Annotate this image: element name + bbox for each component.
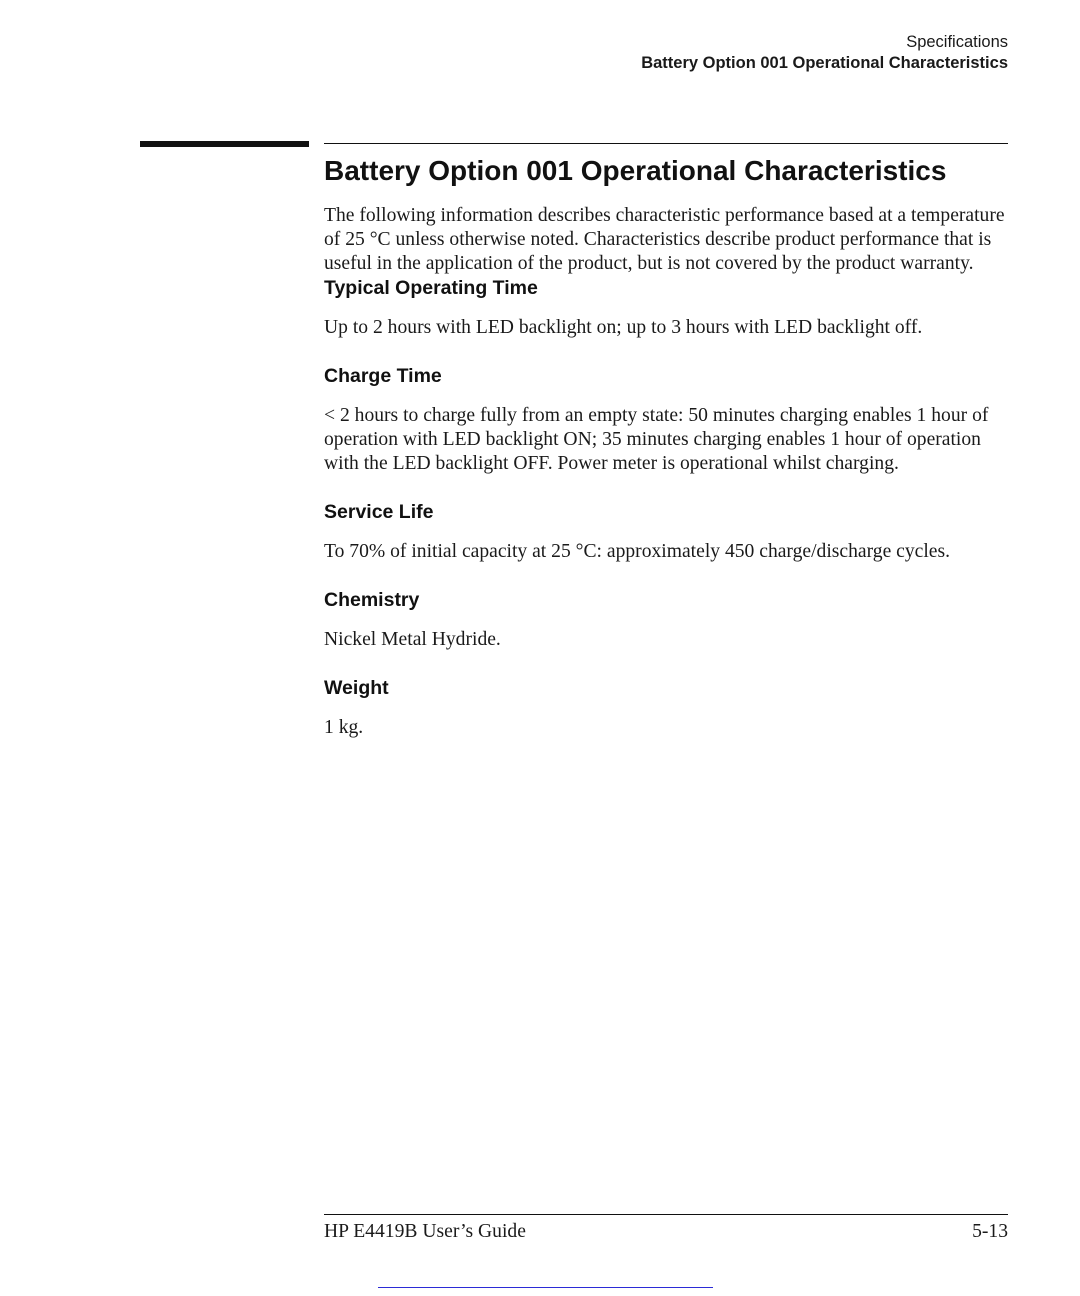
section-weight xyxy=(324,676,1014,740)
footer-page-number: 5-13 xyxy=(972,1221,1008,1242)
section-charge-time xyxy=(324,364,1014,476)
sub-heading: Weight xyxy=(324,677,389,699)
section-body: < 2 hours to charge fully from an empty state: 50 minutes charging enables 1 hour of operation with LED backlight ON; 35 minutes charging enables 1 hour of operation with the LED backlight OFF. Power meter is operational whilst charging. xyxy=(324,405,989,474)
section-service-life xyxy=(324,500,1014,564)
section-body: Nickel Metal Hydride. xyxy=(324,629,501,650)
running-header xyxy=(641,32,1008,74)
footer-rule xyxy=(324,1214,1008,1215)
section-chemistry xyxy=(324,588,1014,652)
main-content xyxy=(324,153,1014,764)
sub-heading: Typical Operating Time xyxy=(324,277,538,299)
section-body: 1 kg. xyxy=(324,717,364,738)
link-underline[interactable] xyxy=(378,1287,713,1288)
header-section: Battery Option 001 Operational Characteristics xyxy=(641,54,1008,72)
section-top-rule xyxy=(324,143,1008,144)
page-title: Battery Option 001 Operational Characteristics xyxy=(324,155,947,186)
header-chapter: Specifications xyxy=(906,33,1008,51)
footer-guide-title: HP E4419B User’s Guide xyxy=(324,1221,526,1242)
section-body: Up to 2 hours with LED backlight on; up to 3 hours with LED backlight off. xyxy=(324,317,923,338)
intro-paragraph: The following information describes characteristic performance based at a temperature of 25 °C unless otherwise noted. Characteristics describe product performance that is useful in the application of the product, but is not covered by the product warranty. xyxy=(324,205,1005,274)
sub-heading: Charge Time xyxy=(324,365,442,387)
sub-heading: Chemistry xyxy=(324,589,420,611)
section-body: To 70% of initial capacity at 25 °C: approximately 450 charge/discharge cycles. xyxy=(324,541,951,562)
sub-heading: Service Life xyxy=(324,501,434,523)
section-marker-bar xyxy=(140,141,309,147)
section-typical-operating-time xyxy=(324,276,1014,340)
